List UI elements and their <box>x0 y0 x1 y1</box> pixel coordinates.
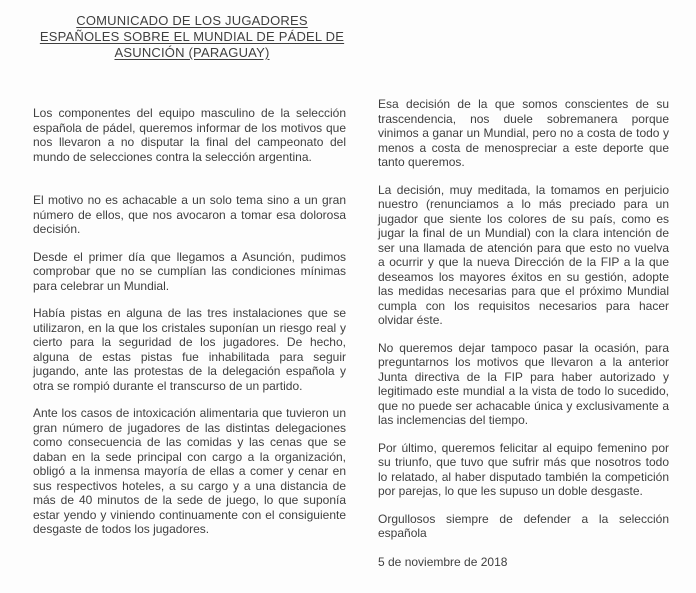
left-column <box>33 106 346 550</box>
paragraph-pistas: Había pistas en alguna de las tres instalaciones que se utilizaron, en la que los cristales suponían un riesgo real y cierto para la seguridad de los jugadores. De hecho, alguna de estas pistas fue inhabilitada para seguir jugando, ante las protestas de la delegación española y otra se rompió durante el transcurso de un partido. <box>33 306 346 393</box>
paragraph-intro: Los componentes del equipo masculino de la selección española de pádel, queremos informar de los motivos que nos llevaron a no disputar la final del campeonato del mundo de selecciones contra la selección argentina. <box>33 106 346 164</box>
document-title-line-1: COMUNICADO DE LOS JUGADORES <box>76 13 308 28</box>
paragraph-equipo-femenino: Por último, queremos felicitar al equipo femenino por su triunfo, que tuvo que sufrir más que nosotros todo lo relatado, al haber disputado también la competición por parejas, lo que les supuso un doble desgaste. <box>378 440 669 498</box>
document-date: 5 de noviembre de 2018 <box>378 554 508 569</box>
right-column <box>378 97 669 569</box>
paragraph-condiciones: Desde el primer día que llegamos a Asunción, pudimos comprobar que no se cumplían las condiciones mínimas para celebrar un Mundial. <box>33 249 346 293</box>
document-title <box>8 13 376 61</box>
document-title-line-2: ESPAÑOLES SOBRE EL MUNDIAL DE PÁDEL DE <box>39 29 345 44</box>
paragraph-trascendencia: Esa decisión de la que somos conscientes de su trascendencia, nos duele sobremanera porque vinimos a ganar un Mundial, pero no a costa de todo y menos a costa de menospreciar a este deporte que tanto queremos. <box>378 97 669 169</box>
document-title-line-3: ASUNCIÓN (PARAGUAY) <box>114 45 270 60</box>
paragraph-junta-fip: No queremos dejar tampoco pasar la ocasión, para preguntarnos los motivos que llevaron a la anterior Junta directiva de la FIP para haber autorizado y legitimado este mundial a la vista de todo lo sucedido, que no puede ser achacable única y exclusivamente a las inclemencias del tiempo. <box>378 340 669 427</box>
paragraph-intoxicacion: Ante los casos de intoxicación alimentaria que tuvieron un gran número de jugadores de las distintas delegaciones como consecuencia de las comidas y las cenas que se daban en la sede principal con cargo a la organización, obligó a la inmensa mayoría de ellas a comer y cenar en sus respectivos hoteles, a su cargo y a una distancia de más de 40 minutos de la sede de juego, lo que suponía estar yendo y viniendo continuamente con el consiguiente desgaste de todos los jugadores. <box>33 406 346 536</box>
paragraph-signoff: Orgullosos siempre de defender a la selección española <box>378 511 669 540</box>
paragraph-decision: La decisión, muy meditada, la tomamos en perjuicio nuestro (renunciamos a lo más preciado para un jugador que siente los colores de su país, como es jugar la final de un Mundial) con la clara intención de ser una llamada de atención para que esto no vuelva a ocurrir y que la nueva Dirección de la FIP a la que deseamos los mayores éxitos en su gestión, adopte las medidas necesarias para que el próximo Mundial cumpla con los requisitos necesarios para hacer olvidar éste. <box>378 182 669 327</box>
paragraph-motivo: El motivo no es achacable a un solo tema sino a un gran número de ellos, que nos avocaron a tomar esa dolorosa decisión. <box>33 193 346 236</box>
